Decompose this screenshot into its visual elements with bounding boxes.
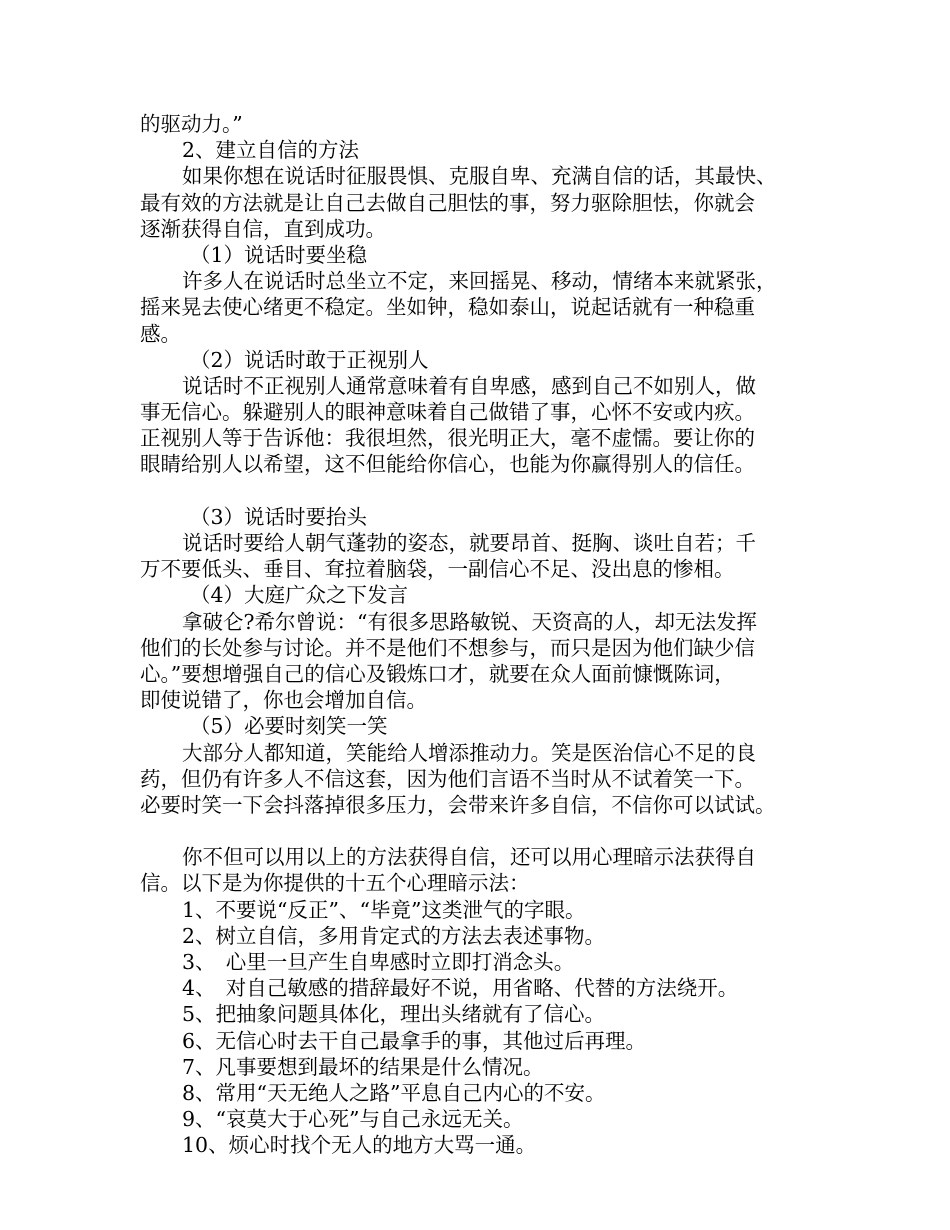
text-line: 说话时不正视别人通常意味着有自卑感，感到自己不如别人，做	[182, 373, 756, 398]
section-heading-line: （1）说话时要坐稳	[190, 242, 368, 267]
text-line: 眼睛给别人以希望，这不但能给你信心，也能为你赢得别人的信任。	[140, 452, 755, 477]
document-body	[140, 111, 810, 1159]
text-line: 事无信心。躲避别人的眼神意味着自己做错了事，心怀不安或内疚。	[140, 400, 755, 425]
text-line: 逐渐获得自信，直到成功。	[140, 216, 386, 241]
text-line: 信。以下是为你提供的十五个心理暗示法：	[140, 871, 530, 896]
text-line: 10、烦心时找个无人的地方大骂一通。	[182, 1133, 537, 1158]
text-line: 他们的长处参与讨论。并不是他们不想参与，而只是因为他们缺少信	[140, 635, 755, 660]
text-line: 6、无信心时去干自己最拿手的事，其他过后再理。	[182, 1028, 647, 1053]
text-line: 4、 对自己敏感的措辞最好不说，用省略、代替的方法绕开。	[182, 976, 739, 1001]
blank-line	[140, 478, 810, 504]
text-line: 如果你想在说话时征服畏惧、克服自卑、充满自信的话，其最快、	[182, 164, 777, 189]
text-line: 摇来晃去使心绪更不稳定。坐如钟，稳如泰山，说起话就有一种稳重	[140, 295, 755, 320]
text-line: 即使说错了，你也会增加自信。	[140, 688, 427, 713]
text-line: 万不要低头、垂目、耷拉着脑袋，一副信心不足、没出息的惨相。	[140, 557, 735, 582]
text-line: 许多人在说话时总坐立不定，来回摇晃、移动，情绪本来就紧张，	[182, 269, 777, 294]
text-line: 2、建立自信的方法	[182, 138, 360, 163]
section-heading-line: （3）说话时要抬头	[190, 504, 368, 529]
section-heading-line: （4）大庭广众之下发言	[190, 583, 409, 608]
text-line: 正视别人等于告诉他：我很坦然，很光明正大，毫不虚懦。要让你的	[140, 426, 755, 451]
text-line: 最有效的方法就是让自己去做自己胆怯的事，努力驱除胆怯，你就会	[140, 190, 755, 215]
text-line: 1、不要说“反正”、“毕竟”这类泄气的字眼。	[182, 897, 586, 922]
text-line: 必要时笑一下会抖落掉很多压力，会带来许多自信，不信你可以试试。	[140, 792, 776, 817]
blank-line	[140, 818, 810, 844]
text-line: 药，但仍有许多人不信这套，因为他们言语不当时从不试着笑一下。	[140, 766, 755, 791]
text-line: 的驱动力。”	[140, 112, 243, 136]
text-line: 感。	[140, 321, 181, 346]
text-line: 你不但可以用以上的方法获得自信，还可以用心理暗示法获得自	[182, 845, 756, 870]
text-line: 7、凡事要想到最坏的结果是什么情况。	[182, 1054, 544, 1079]
text-line: 说话时要给人朝气蓬勃的姿态，就要昂首、挺胸、谈吐自若；千	[182, 531, 756, 555]
section-heading-line: （5）必要时刻笑一笑	[190, 714, 388, 739]
section-heading-line: （2）说话时敢于正视别人	[190, 347, 429, 372]
text-line: 5、把抽象问题具体化，理出头绪就有了信心。	[182, 1002, 606, 1027]
text-line: 3、 心里一旦产生自卑感时立即打消念头。	[182, 950, 575, 974]
text-line: 大部分人都知道，笑能给人增添推动力。笑是医治信心不足的良	[182, 740, 756, 765]
text-line: 心。”要想增强自己的信心及锻炼口才，就要在众人面前慷慨陈词，	[140, 661, 735, 686]
text-line: 8、常用“天无绝人之路”平息自己内心的不安。	[182, 1080, 606, 1105]
text-line: 拿破仑?希尔曾说：“有很多思路敏锐、天资高的人，却无法发挥	[182, 609, 757, 634]
text-line: 2、树立自信，多用肯定式的方法去表述事物。	[182, 923, 606, 948]
text-line: 9、“哀莫大于心死”与自己永远无关。	[182, 1107, 524, 1132]
